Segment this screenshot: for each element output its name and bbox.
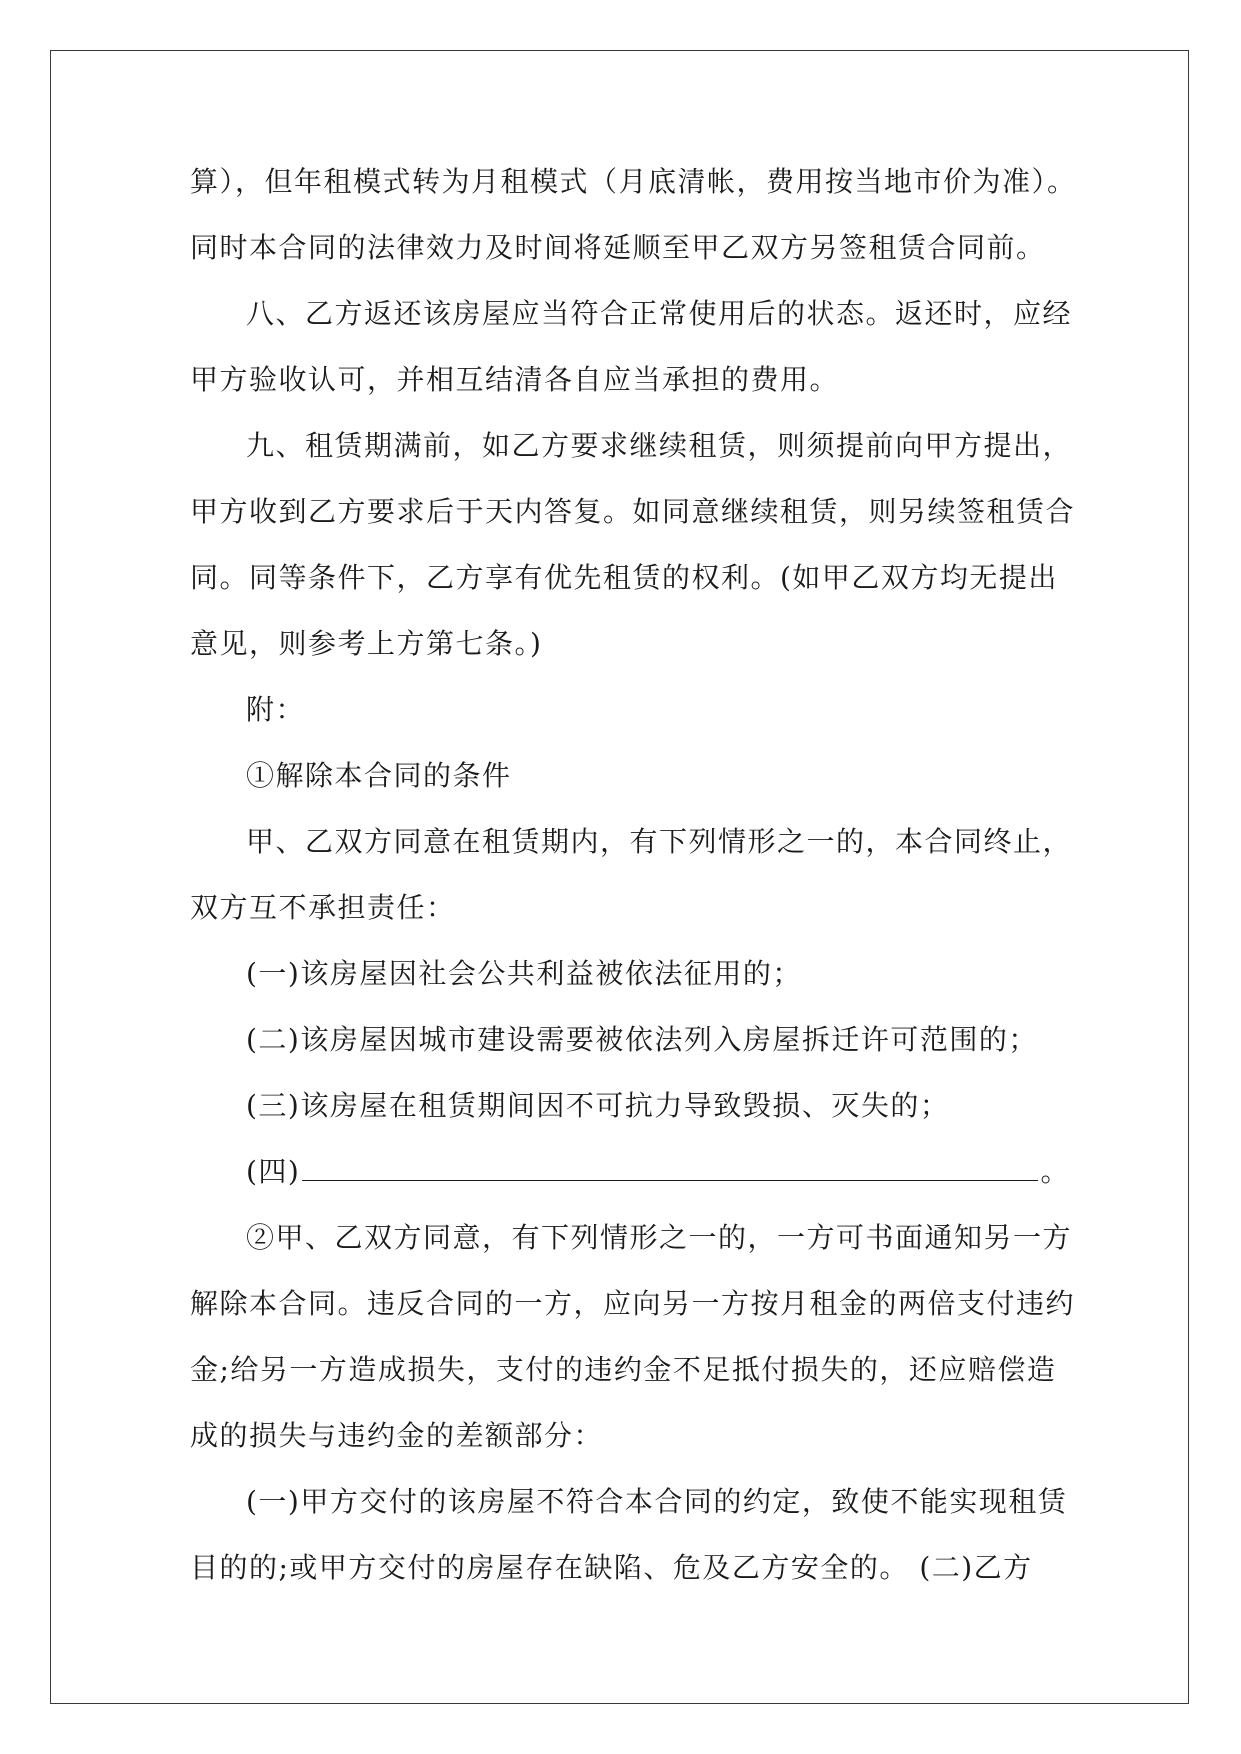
termination-item-1: (一)该房屋因社会公共利益被依法征用的； bbox=[246, 957, 802, 990]
termination-conditions-heading: ①解除本合同的条件 bbox=[246, 759, 512, 792]
breach-item-1-line-1: (一)甲方交付的该房屋不符合本合同的约定，致使不能实现租赁 bbox=[246, 1485, 1068, 1518]
text-line-2: 同时本合同的法律效力及时间将延顺至甲乙双方另签租赁合同前。 bbox=[190, 231, 1046, 264]
clause-8-line-1: 八、乙方返还该房屋应当符合正常使用后的状态。返还时，应经 bbox=[246, 297, 1073, 330]
termination-item-4 bbox=[246, 1146, 1070, 1198]
breach-clause-line-2: 解除本合同。违反合同的一方，应向另一方按月租金的两倍支付违约 bbox=[190, 1287, 1076, 1320]
termination-item-4-label: (四) bbox=[246, 1155, 301, 1188]
breach-clause-line-4: 成的损失与违约金的差额部分： bbox=[190, 1419, 604, 1452]
termination-intro-line-1: 甲、乙双方同意在租赁期内，有下列情形之一的，本合同终止， bbox=[246, 825, 1073, 858]
text-line-1: 算），但年租模式转为月租模式（月底清帐，费用按当地市价为准）。 bbox=[190, 165, 1077, 198]
termination-item-2: (二)该房屋因城市建设需要被依法列入房屋拆迁许可范围的； bbox=[246, 1023, 1038, 1056]
breach-clause-line-3: 金;给另一方造成损失，支付的违约金不足抵付损失的，还应赔偿造 bbox=[190, 1353, 1057, 1386]
termination-item-4-end: 。 bbox=[1040, 1155, 1070, 1188]
termination-intro-line-2: 双方互不承担责任： bbox=[190, 891, 456, 924]
breach-clause-line-1: ②甲、乙双方同意，有下列情形之一的，一方可书面通知另一方 bbox=[246, 1221, 1073, 1254]
clause-9-line-2: 甲方收到乙方要求后于天内答复。如同意继续租赁，则另续签租赁合 bbox=[190, 495, 1076, 528]
clause-8-line-2: 甲方验收认可，并相互结清各自应当承担的费用。 bbox=[190, 363, 840, 396]
termination-item-3: (三)该房屋在租赁期间因不可抗力导致毁损、灭失的； bbox=[246, 1089, 950, 1122]
appendix-heading: 附： bbox=[246, 693, 306, 726]
fill-in-blank-line[interactable] bbox=[302, 1146, 1038, 1181]
clause-9-line-3: 同。同等条件下，乙方享有优先租赁的权利。(如甲乙双方均无提出 bbox=[190, 561, 1058, 594]
breach-item-1-line-2: 目的的;或甲方交付的房屋存在缺陷、危及乙方安全的。 (二)乙方 bbox=[190, 1551, 1033, 1584]
clause-9-line-1: 九、租赁期满前，如乙方要求继续租赁，则须提前向甲方提出， bbox=[246, 429, 1073, 462]
clause-9-line-4: 意见，则参考上方第七条。) bbox=[190, 627, 543, 660]
